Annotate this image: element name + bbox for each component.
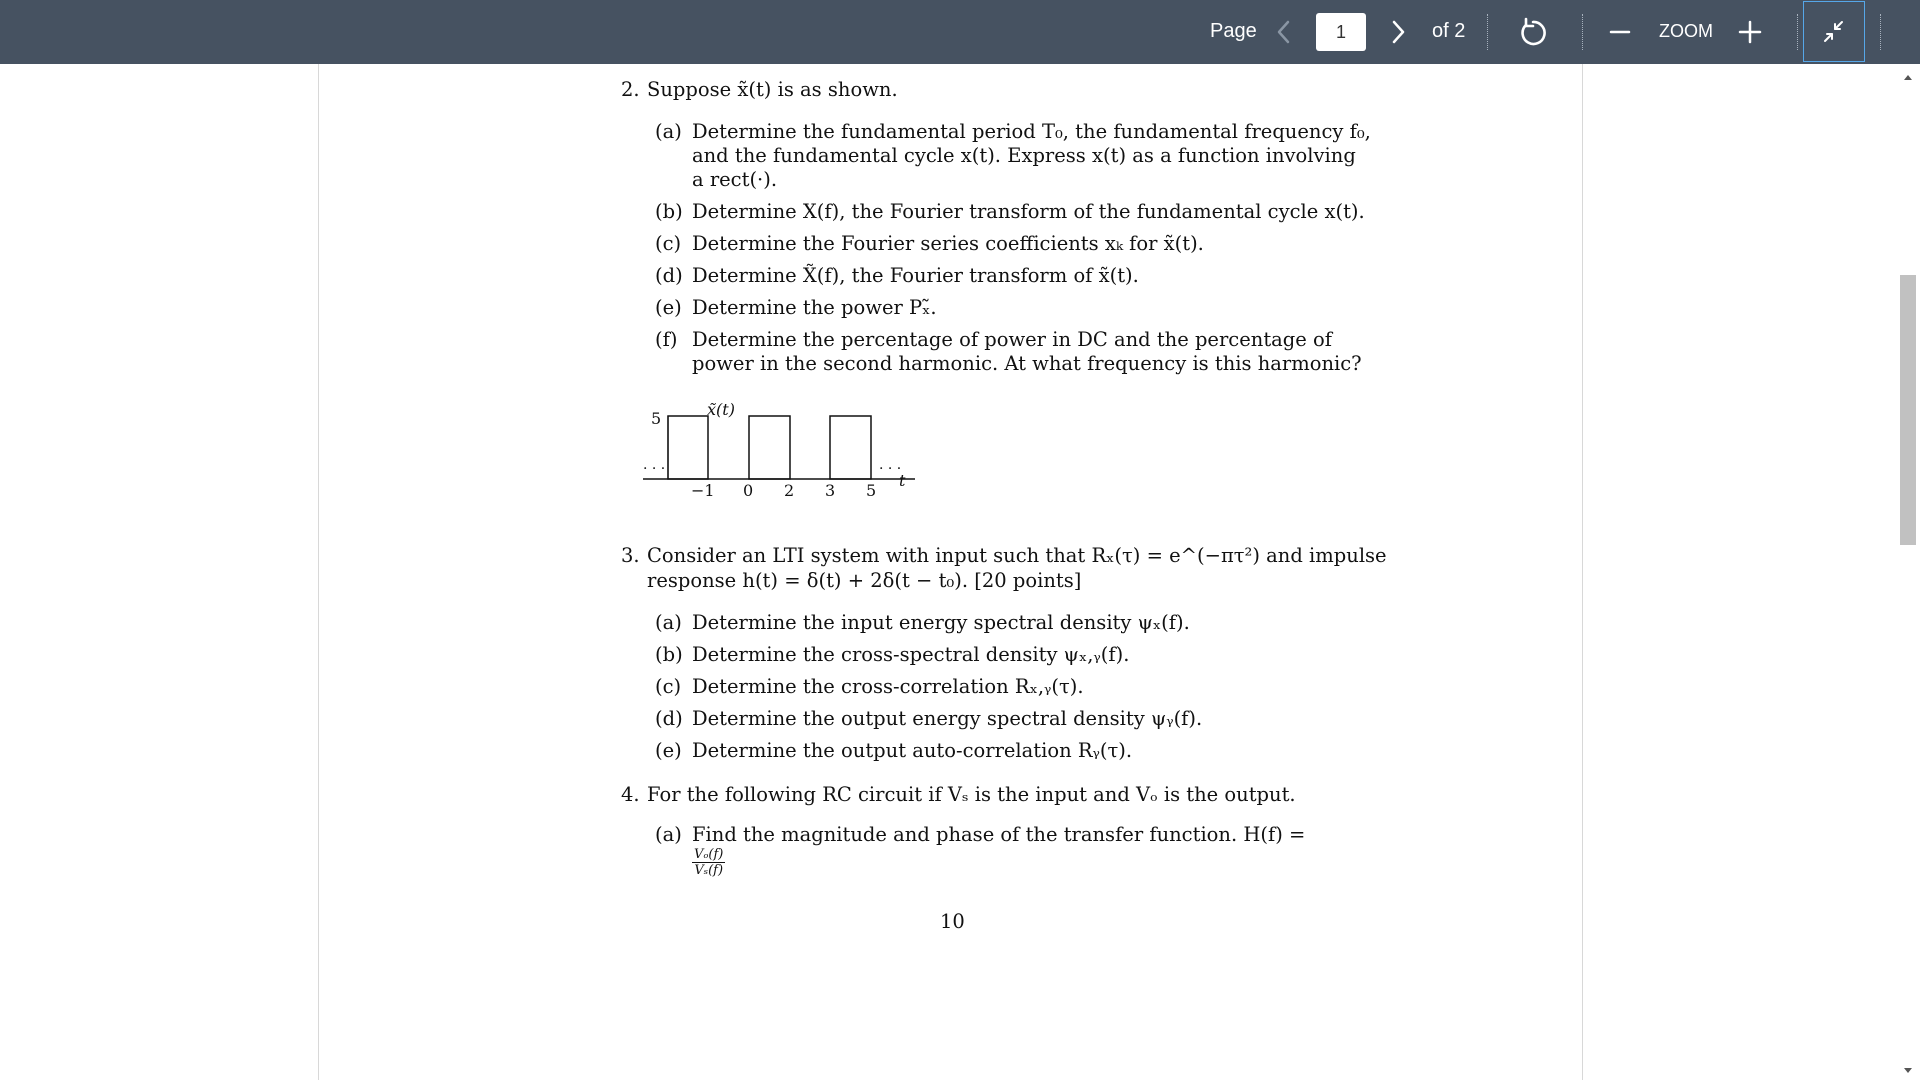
page-footer-number: 10 (940, 910, 965, 933)
amplitude-label: 5 (651, 409, 662, 428)
toolbar-divider (1582, 14, 1583, 50)
page-count-label: of 2 (1432, 20, 1466, 42)
scroll-up-button[interactable] (1901, 70, 1915, 80)
viewer-toolbar (0, 0, 1920, 64)
toolbar-divider (1880, 14, 1881, 50)
rotate-icon (1516, 16, 1550, 50)
page-label: Page (1210, 20, 1257, 42)
exit-fullscreen-button[interactable] (1803, 1, 1865, 62)
scroll-down-button[interactable] (1901, 1062, 1915, 1072)
q3-part-label: (c) (655, 675, 682, 698)
zoom-in-button[interactable] (1736, 18, 1764, 46)
figure-title: x̃(t) (707, 400, 735, 419)
ellipsis-left: · · · (643, 461, 666, 477)
q2-part-a-line: and the fundamental cycle x(t). Express x(t) as a function involving (692, 144, 1356, 167)
page-number-input[interactable] (1316, 13, 1366, 51)
q2-part-b-text: Determine X(f), the Fourier transform of the fundamental cycle x(t). (692, 200, 1365, 223)
q3-part-label: (e) (655, 739, 682, 762)
collapse-arrows-icon (1804, 2, 1864, 61)
pulse (830, 416, 871, 479)
q2-part-label: (a) (655, 120, 682, 143)
q2-part-f-line: power in the second harmonic. At what frequency is this harmonic? (692, 352, 1362, 375)
tick-label: 2 (784, 481, 795, 500)
toolbar-divider (1797, 14, 1798, 50)
previous-page-button[interactable] (1272, 18, 1296, 46)
q2-part-c-text: Determine the Fourier series coefficients xₖ for x̃(t). (692, 232, 1204, 255)
chevron-right-icon (1386, 18, 1410, 46)
toolbar-divider (1487, 14, 1488, 50)
scrollbar-thumb[interactable] (1900, 275, 1916, 545)
q2-part-e-text: Determine the power Pₓ̃. (692, 296, 937, 319)
rotate-button[interactable] (1516, 16, 1550, 50)
q3-part-b-text: Determine the cross-spectral density ψₓ,ᵧ(f). (692, 643, 1130, 666)
question-3-line: response h(t) = δ(t) + 2δ(t − t₀). [20 points] (647, 569, 1082, 592)
q2-part-a-line: a rect(·). (692, 168, 778, 191)
q4-part-label: (a) (655, 823, 682, 846)
zoom-out-button[interactable] (1608, 20, 1632, 44)
q3-part-label: (b) (655, 643, 683, 666)
q2-part-a-line: Determine the fundamental period T₀, the fundamental frequency f₀, (692, 120, 1371, 143)
q4-part-a-text: Find the magnitude and phase of the transfer function. H(f) = (692, 823, 1306, 846)
question-4-stem: For the following RC circuit if Vₛ is the input and Vₒ is the output. (647, 783, 1296, 806)
q3-part-label: (d) (655, 707, 683, 730)
q3-part-label: (a) (655, 611, 682, 634)
question-2-number: 2. (621, 78, 640, 101)
pulse (668, 416, 708, 479)
ellipsis-right: · · · (879, 461, 902, 477)
q2-part-label: (d) (655, 264, 683, 287)
q2-part-d-text: Determine X̃(f), the Fourier transform of x̃(t). (692, 264, 1139, 287)
q2-part-label: (e) (655, 296, 682, 319)
tick-label: 3 (825, 481, 836, 500)
q3-part-c-text: Determine the cross-correlation Rₓ,ᵧ(τ). (692, 675, 1084, 698)
q3-part-e-text: Determine the output auto-correlation Rᵧ(τ). (692, 739, 1133, 762)
question-3-line: Consider an LTI system with input such that Rₓ(τ) = e^(−πτ²) and impulse (647, 544, 1387, 567)
document-viewport (0, 64, 1920, 1080)
vertical-scrollbar[interactable] (1896, 64, 1920, 1080)
tick-label: 5 (866, 481, 877, 500)
pdf-page (318, 64, 1583, 1080)
triangle-up-icon (1901, 73, 1915, 83)
pulse-train-figure (639, 394, 919, 504)
minus-icon (1608, 20, 1632, 44)
plus-icon (1736, 18, 1764, 46)
q3-part-d-text: Determine the output energy spectral density ψᵧ(f). (692, 707, 1203, 730)
q3-part-a-text: Determine the input energy spectral density ψₓ(f). (692, 611, 1190, 634)
q2-part-label: (f) (655, 328, 678, 351)
tick-label: −1 (691, 481, 715, 500)
fraction-numerator: Vₒ(f) (694, 847, 724, 862)
pulse (749, 416, 790, 479)
question-2-stem: Suppose x̃(t) is as shown. (647, 78, 898, 101)
chevron-left-icon (1272, 18, 1296, 46)
zoom-label: ZOOM (1659, 21, 1713, 41)
q2-part-f-line: Determine the percentage of power in DC and the percentage of (692, 328, 1332, 351)
next-page-button[interactable] (1386, 18, 1410, 46)
transfer-function-fraction (692, 847, 725, 878)
tick-label: 0 (743, 481, 754, 500)
fraction-denominator: Vₛ(f) (694, 863, 724, 878)
question-3-number: 3. (621, 544, 640, 567)
q2-part-label: (b) (655, 200, 683, 223)
q2-part-label: (c) (655, 232, 682, 255)
axis-label-t: t (899, 471, 906, 490)
question-4-number: 4. (621, 783, 640, 806)
triangle-down-icon (1901, 1065, 1915, 1075)
